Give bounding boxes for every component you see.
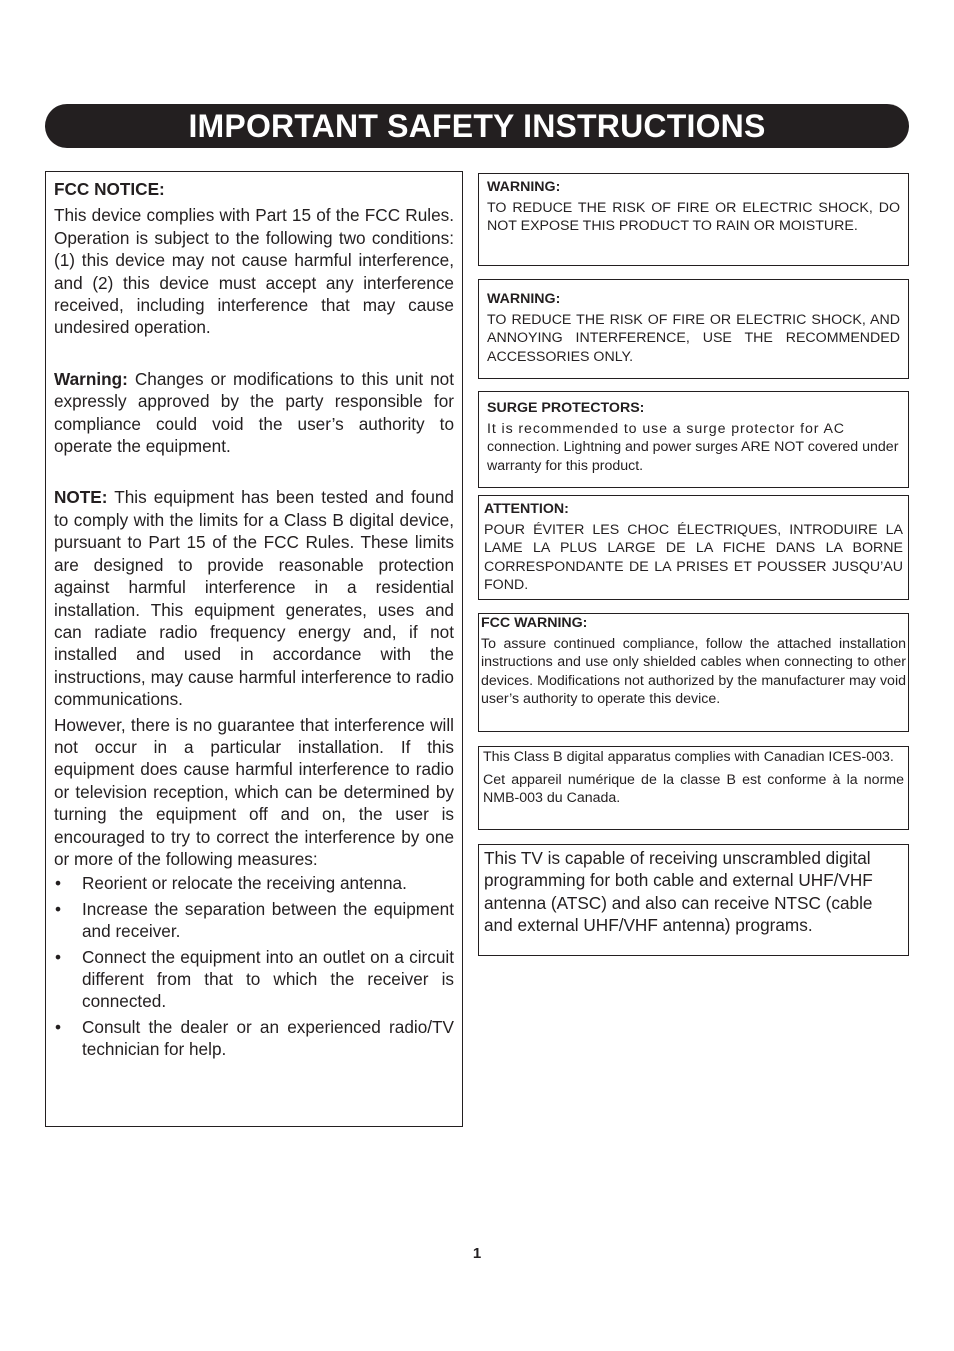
fcc-warning-paragraph xyxy=(54,368,454,458)
fcc-warning-title: FCC WARNING: xyxy=(481,615,588,631)
surge-protectors-box xyxy=(478,391,909,488)
fcc-notice-panel xyxy=(45,171,463,1127)
warning-rain-title: WARNING: xyxy=(487,179,561,195)
attention-box xyxy=(478,495,909,600)
fcc-notice-intro: This device complies with Part 15 of the FCC Rules. Operation is subject to the following two conditions: (1) this device may not cause harmful interference, and (2) this device must accept any interference received, including interference that may cause undesired operation. xyxy=(54,205,454,338)
fcc-warning-box xyxy=(478,613,909,732)
canada-french-text: Cet appareil numérique de la classe B est conforme à la norme NMB-003 du Canada. xyxy=(483,771,904,807)
bullet-icon: • xyxy=(55,946,62,967)
fcc-notice-title: FCC NOTICE: xyxy=(54,179,165,199)
warning-accessories-box xyxy=(478,279,909,379)
fcc-note-text: This equipment has been tested and found to comply with the limits for a Class B digital device, pursuant to Part 15 of the FCC Rules. These limits are designed to provide reasonable protection against harmful interference in a residential installation. This equipment generates, uses and can radiate radio frequency energy and, if not installed and used in accordance with the instructions, may cause harmful interference to radio communications. xyxy=(54,487,454,710)
attention-text: POUR ÉVITER LES CHOC ÉLECTRIQUES, INTRODUIRE LA LAME LA PLUS LARGE DE LA FICHE DANS LA BORNE CORRESPONDANTE DE LA PRISES ET POUSSER JUSQU’AU FOND. xyxy=(484,521,903,594)
measures-list xyxy=(54,872,454,1060)
page-title: IMPORTANT SAFETY INSTRUCTIONS xyxy=(188,107,766,144)
surge-protectors-title: SURGE PROTECTORS: xyxy=(487,400,645,416)
list-item: • Connect the equipment into an outlet on a circuit different from that to which the receiver is connected. xyxy=(55,946,454,1012)
bullet-icon: • xyxy=(55,898,62,919)
list-item: • Consult the dealer or an experienced radio/TV technician for help. xyxy=(55,1016,454,1060)
warning-accessories-title: WARNING: xyxy=(487,291,561,307)
attention-title: ATTENTION: xyxy=(484,501,569,517)
page-number: 1 xyxy=(472,1245,482,1262)
warning-accessories-text: TO REDUCE THE RISK OF FIRE OR ELECTRIC SHOCK, AND ANNOYING INTERFERENCE, USE THE RECOMMENDED ACCESSORIES ONLY. xyxy=(487,311,900,365)
fcc-however-paragraph: However, there is no guarantee that interference will not occur in a particular installation. If this equipment does cause harmful interference to radio or television reception, which can be determined by turning the equipment off and on, the user is encouraged to try to correct the interference by one or more of the following measures: xyxy=(54,714,454,869)
list-item: • Reorient or relocate the receiving antenna. xyxy=(55,873,407,894)
warning-rain-box xyxy=(478,173,909,266)
fcc-warning-label: Warning: xyxy=(54,368,128,389)
fcc-note-paragraph xyxy=(54,486,454,710)
bullet-icon: • xyxy=(55,1016,62,1037)
warning-rain-text: TO REDUCE THE RISK OF FIRE OR ELECTRIC SHOCK, DO NOT EXPOSE THIS PRODUCT TO RAIN OR MOISTURE. xyxy=(487,199,900,235)
canada-compliance-box xyxy=(478,746,909,830)
canada-english-text: This Class B digital apparatus complies with Canadian ICES-003. xyxy=(483,749,894,765)
list-item: • Increase the separation between the equipment and receiver. xyxy=(55,898,454,942)
fcc-note-label: NOTE: xyxy=(54,487,108,508)
fcc-warning-text: To assure continued compliance, follow the attached installation instructions and use only shielded cables when connecting to other devices. Modifications not authorized by the manufacturer may void user’s authority to operate this device. xyxy=(481,635,906,708)
surge-protectors-text-line1: It is recommended to use a surge protector for AC xyxy=(487,420,845,437)
fcc-warning-text: Changes or modifications to this unit not expressly approved by the party responsible for compliance could void the user’s authority to operate the equipment. xyxy=(54,368,454,457)
bullet-icon: • xyxy=(55,873,62,894)
surge-protectors-text: connection. Lightning and power surges ARE NOT covered under warranty for this product. xyxy=(487,439,899,474)
tv-capability-box xyxy=(478,844,909,956)
tv-capability-text: This TV is capable of receiving unscrambled digital programming for both cable and external UHF/VHF antenna (ATSC) and also can receive NTSC (cable and external UHF/VHF antenna) programs. xyxy=(484,848,873,936)
title-banner xyxy=(45,104,909,148)
